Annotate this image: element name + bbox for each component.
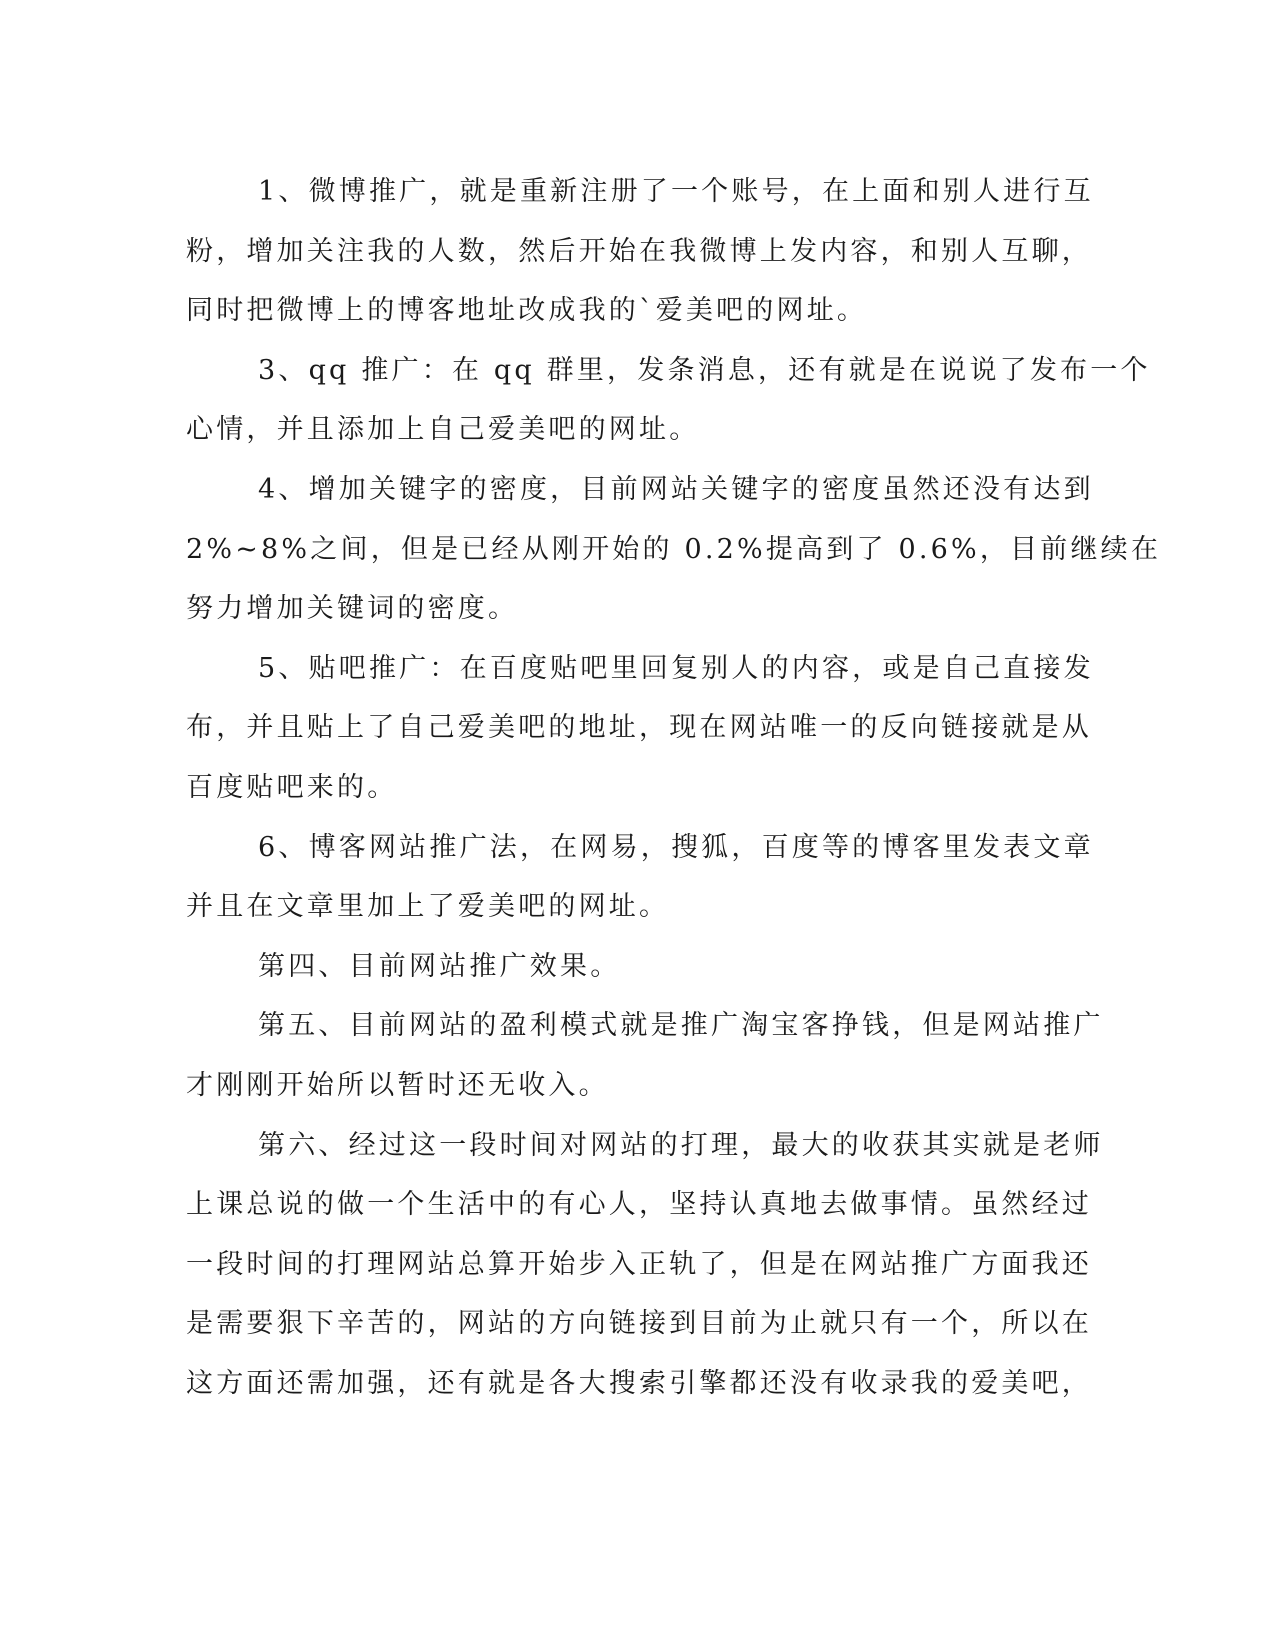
paragraph-weibo-promotion bbox=[186, 162, 1094, 341]
text-line: 这方面还需加强，还有就是各大搜索引擎都还没有收录我的爱美吧， bbox=[186, 1367, 1092, 1399]
text-line: 第四、目前网站推广效果。 bbox=[258, 950, 621, 982]
text-line: 是需要狠下辛苦的，网站的方向链接到目前为止就只有一个，所以在 bbox=[186, 1308, 1092, 1340]
text-line: 同时把微博上的博客地址改成我的`爱美吧的网址。 bbox=[186, 295, 868, 327]
paragraph-section-four bbox=[186, 937, 1086, 997]
paragraph-blog-promotion bbox=[186, 818, 1094, 937]
text-line: 2%~8%之间，但是已经从刚开始的 0.2%提高到了 0.6%，目前继续在 bbox=[186, 533, 1162, 565]
paragraph-section-five bbox=[186, 996, 1104, 1115]
text-line: 上课总说的做一个生活中的有心人，坚持认真地去做事情。虽然经过 bbox=[186, 1189, 1092, 1221]
text-line: 4、增加关键字的密度，目前网站关键字的密度虽然还没有达到 bbox=[258, 473, 1094, 505]
text-line: 1、微博推广，就是重新注册了一个账号，在上面和别人进行互 bbox=[258, 176, 1094, 207]
paragraph-section-six bbox=[186, 1116, 1104, 1414]
text-line: 并且在文章里加上了爱美吧的网址。 bbox=[186, 891, 670, 923]
document-body bbox=[186, 162, 1162, 1413]
paragraph-tieba-promotion bbox=[186, 639, 1094, 818]
paragraph-qq-promotion bbox=[186, 341, 1151, 460]
paragraph-keyword-density bbox=[186, 460, 1162, 639]
text-line: 布，并且贴上了自己爱美吧的地址，现在网站唯一的反向链接就是从 bbox=[186, 712, 1092, 744]
text-line: 努力增加关键词的密度。 bbox=[186, 593, 519, 625]
text-line: 才刚刚开始所以暂时还无收入。 bbox=[186, 1069, 609, 1101]
text-line: 第五、目前网站的盈利模式就是推广淘宝客挣钱，但是网站推广 bbox=[258, 1010, 1104, 1042]
text-line: 3、qq 推广：在 qq 群里，发条消息，还有就是在说说了发布一个 bbox=[258, 354, 1151, 386]
text-line: 第六、经过这一段时间对网站的打理，最大的收获其实就是老师 bbox=[258, 1129, 1104, 1161]
text-line: 5、贴吧推广：在百度贴吧里回复别人的内容，或是自己直接发 bbox=[258, 652, 1094, 684]
text-line: 6、博客网站推广法，在网易，搜狐，百度等的博客里发表文章 bbox=[258, 831, 1094, 863]
text-line: 心情，并且添加上自己爱美吧的网址。 bbox=[186, 414, 700, 446]
text-line: 一段时间的打理网站总算开始步入正轨了，但是在网站推广方面我还 bbox=[186, 1248, 1092, 1280]
text-line: 百度贴吧来的。 bbox=[186, 771, 398, 803]
text-line: 粉，增加关注我的人数，然后开始在我微博上发内容，和别人互聊， bbox=[186, 235, 1092, 267]
